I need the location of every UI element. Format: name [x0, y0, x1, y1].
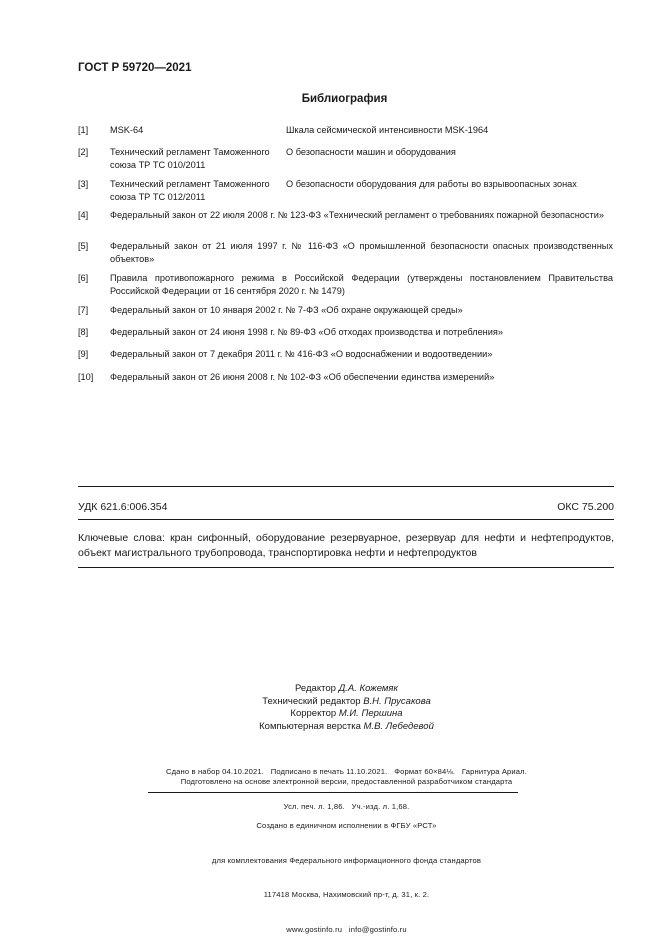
prepared-note: Подготовлено на основе электронной версии, предоставленной разработчиком стандарта	[180, 777, 513, 786]
credit-person: Д.А. Кожемяк	[338, 683, 398, 694]
divider	[78, 519, 614, 520]
reference-number: [7]	[78, 305, 89, 315]
reference-item	[78, 304, 613, 317]
credit-line	[32, 696, 661, 709]
credit-role: Корректор	[290, 708, 337, 719]
reference-number: [4]	[78, 210, 89, 220]
reference-number: [5]	[78, 241, 89, 251]
publisher-line: Создано в единичном исполнении в ФГБУ «РСТ»	[256, 821, 437, 830]
credit-role: Редактор	[295, 683, 336, 694]
reference-item	[78, 272, 613, 298]
credit-person: М.В. Лебедевой	[363, 720, 434, 732]
reference-text: Федеральный закон от 26 июня 2008 г. № 102-ФЗ «Об обеспечении единства измерений»	[110, 372, 495, 382]
publisher-block	[0, 797, 661, 947]
divider	[78, 486, 614, 487]
divider	[78, 567, 614, 568]
reference-name: Технический регламент Таможенного союза ТР ТС 012/2011	[110, 179, 270, 202]
credit-line	[32, 708, 661, 721]
reference-text: Федеральный закон от 10 января 2002 г. № 7-ФЗ «Об охране окружающей среды»	[110, 305, 463, 315]
reference-item	[78, 348, 613, 361]
reference-description: О безопасности оборудования для работы во взрывоопасных зонах	[286, 179, 577, 189]
reference-text: Правила противопожарного режима в Российской Федерации (утверждены постановлением Правительства Российской Федерации от 16 сентября 2020 г. № 1479)	[110, 273, 613, 296]
reference-number: [2]	[78, 147, 89, 157]
publisher-line: 117418 Москва, Нахимовский пр-т, д. 31, к. 2.	[263, 890, 430, 899]
reference-item	[78, 326, 613, 339]
reference-description: О безопасности машин и оборудования	[286, 147, 456, 157]
credit-person: В.Н. Прусакова	[363, 695, 431, 707]
reference-description: Шкала сейсмической интенсивности MSK-1964	[286, 125, 489, 135]
reference-text: Федеральный закон от 22 июля 2008 г. № 123-ФЗ «Технический регламент о требованиях пожарной безопасности»	[110, 210, 604, 220]
reference-item	[78, 209, 613, 222]
reference-number: [8]	[78, 327, 89, 337]
credit-person: М.И. Першина	[338, 708, 403, 719]
divider	[148, 792, 518, 793]
credit-line	[32, 721, 661, 734]
reference-text: Федеральный закон от 7 декабря 2011 г. № 416-ФЗ «О водоснабжении и водоотведении»	[110, 349, 493, 359]
reference-item	[78, 240, 613, 266]
reference-number: [1]	[78, 125, 89, 135]
publisher-line: для комплектования Федерального информационного фонда стандартов	[211, 855, 482, 865]
standard-id: ГОСТ Р 59720—2021	[78, 62, 192, 74]
reference-number: [3]	[78, 179, 89, 189]
credits-block	[0, 683, 661, 733]
bibliography-title: Библиография	[301, 93, 388, 105]
reference-name: MSK-64	[110, 125, 144, 135]
reference-text: Федеральный закон от 24 июня 1998 г. № 89-ФЗ «Об отходах производства и потребления»	[110, 327, 503, 337]
keywords: Ключевые слова: кран сифонный, оборудование резервуарное, резервуар для нефти и нефтепродуктов, объект магистрального трубопровода, транспортировка нефти и нефтепродуктов	[78, 532, 614, 559]
reference-text: Федеральный закон от 21 июля 1997 г. № 116-ФЗ «О промышленной безопасности опасных производственных объектов»	[110, 241, 613, 264]
reference-name: Технический регламент Таможенного союза ТР ТС 010/2011	[110, 147, 270, 170]
print-info-line: Сдано в набор 04.10.2021. Подписано в печать 11.10.2021. Формат 60×84⅛. Гарнитура Ариал.	[165, 767, 528, 776]
reference-number: [6]	[78, 273, 89, 283]
credit-role: Технический редактор	[262, 695, 361, 707]
reference-item	[78, 371, 613, 384]
udk-code: УДК 621.6:006.354	[78, 501, 168, 513]
oks-code: ОКС 75.200	[557, 501, 614, 513]
credit-role: Компьютерная верстка	[259, 720, 361, 732]
reference-number: [10]	[78, 372, 94, 382]
reference-number: [9]	[78, 349, 89, 359]
publisher-line: www.gostinfo.ru info@gostinfo.ru	[286, 924, 407, 934]
credit-line	[32, 683, 661, 696]
print-info-line: Усл. печ. л. 1,86. Уч.-изд. л. 1,68.	[283, 801, 410, 811]
